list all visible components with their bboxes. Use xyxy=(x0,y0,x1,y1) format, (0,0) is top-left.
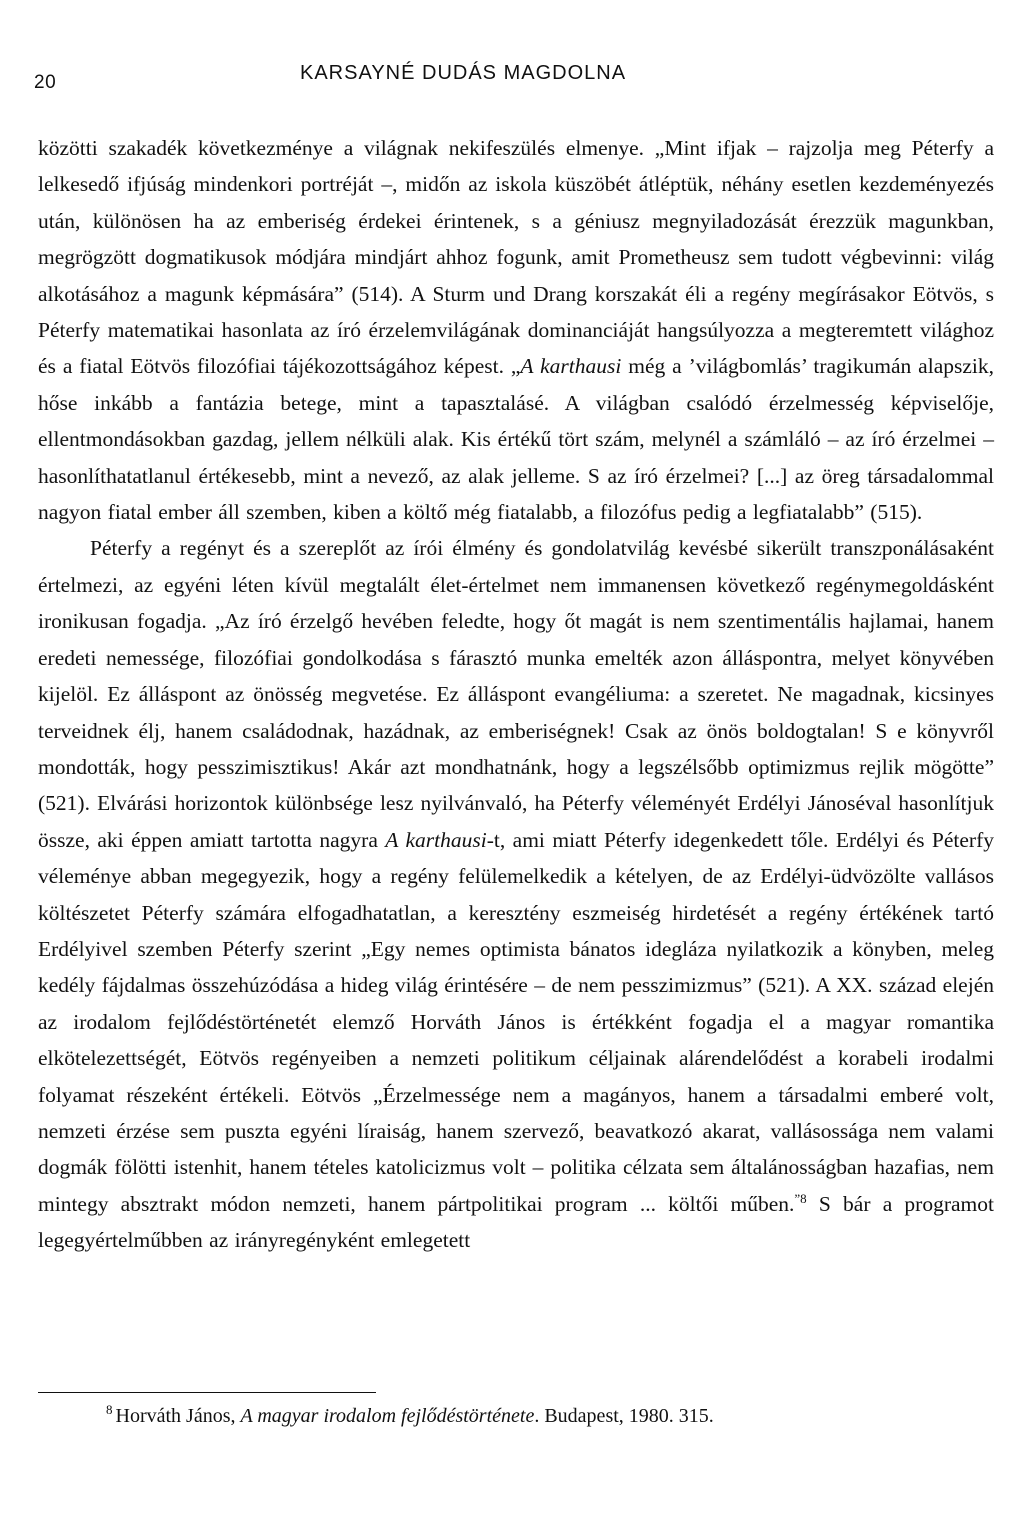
body-text xyxy=(38,130,994,1259)
page-number: 20 xyxy=(34,72,57,93)
footnote-marker: 8 xyxy=(106,1402,113,1418)
footnote-author: Horváth János, xyxy=(115,1405,241,1427)
footnote-title: A magyar irodalom fejlődéstörténete xyxy=(240,1405,535,1427)
work-title-karthausi: A karthausi xyxy=(520,354,622,379)
paragraph-2-text-a: Péterfy a regényt és a szereplőt az írói élmény és gondolatvilág kevésbé sikerült transzponálásaként értelmezi, az egyéni léten kívül megtalált élet-értelmet nem immanensen következő regénymegoldásként ironikusan fogadja. „Az író érzelgő hevében feledte, hogy őt magát is nem szentimentális hajlamai, hanem eredeti nemessége, filozófiai gondolkodása s fárasztó munka emelték azon álláspontra, melyet könyvében kijelöl. Ez álláspont az önösség megvetése. Ez álláspont evangéliuma: a szeretet. Ne magadnak, kicsinyes terveidnek élj, hanem családodnak, hazádnak, az emberiségnek! Csak az önös boldogtalan! S e könyvről mondották, hogy pesszimisztikus! Akár azt mondhatnánk, hogy a legszélsőbb optimizmus rejlik mögötte” (521). Elvárási horizontok különbsége lesz nyilvánvaló, ha Péterfy véleményét Erdélyi Jánoséval hasonlítjuk össze, aki éppen amiatt tartotta nagyra xyxy=(38,536,994,852)
paragraph-1-text-a: közötti szakadék következménye a világnak nekifeszülés elmenye. „Mint ifjak – rajzolja meg Péterfy a lelkesedő ifjúság mindenkori portréját –, midőn az iskola küszöbét átléptük, néhány esetlen kezdeményezés után, különösen ha az emberiség érdekei érintenek, s a géniusz megnyiladozását érezzük magunkban, megrögzött dogmatikusok módjára mindjárt ahhoz fogunk, amit Prometheusz sem tudott végbevinni: világ alkotásához a magunk képmására” (514). A Sturm und Drang korszakát éli a regény megírásakor Eötvös, s Péterfy matematikai hasonlata az író érzelemvilágának dominanciáját hangsúlyozza a megteremtett világhoz és a fiatal Eötvös filozófiai tájékozottságához képest. „ xyxy=(38,136,994,379)
footnote-reference: ”8 xyxy=(794,1190,807,1206)
footnote-divider xyxy=(38,1392,376,1393)
work-title-karthausi-2: A karthausi xyxy=(385,827,487,852)
paragraph-2-text-b: -t, ami miatt Péterfy idegenkedett tőle. Erdélyi és Péterfy véleménye abban megegyezik, hogy a regény felülemelkedik a kételyen, de az Erdélyi-üdvözölte vallásos költészetet Péterfy számára elfogadhatatlan, a keresztény eszmeiség hirdetését a regény értékének tartó Erdélyivel szemben Péterfy szerint „Egy nemes optimista bánatos idegláza nyilatkozik a könyben, meleg kedély fájdalmas összehúzódása a hideg világ érintésére – de nem pesszimizmus” (521). A XX. század elején az irodalom fejlődéstörténetét elemző Horváth János is értékként fogadja el a magyar romantika elkötelezettségét, Eötvös regényeiben a nemzeti politikum céljainak alárendelődést a korabeli irodalmi folyamat részeként értékeli. Eötvös „Érzelmessége nem a magányos, hanem a társadalmi emberé volt, nemzeti érzése sem puszta egyéni líraiság, hanem szervező, beavatkozó akarat, vallásossága nem valami dogmák fölötti istenhit, hanem tételes katolicizmus volt – politika célzata sem általánosságban hazafias, nem mintegy absztrakt módon nemzeti, hanem pártpolitikai program ... költői műben. xyxy=(38,827,994,1216)
footnote-publication: . Budapest, 1980. 315. xyxy=(534,1405,714,1427)
footnote xyxy=(106,1402,986,1430)
paragraph-2 xyxy=(38,530,994,1258)
paragraph-1-text-b: még a ’világbomlás’ tragikumán alapszik, hőse inkább a fantázia betege, mint a tapasztalásé. A világban csalódó érzelmesség képviselője, ellentmondásokban gazdag, jellem nélküli alak. Kis értékű tört szám, melynél a számláló – az író érzelmei – hasonlíthatatlanul értékesebb, mint a nevező, az alak jelleme. S az író érzelmei? [...] az öreg társadalommal nagyon fiatal ember áll szemben, kiben a költő még fiatalabb, a filozófus pedig a legfiatalabb” (515). xyxy=(38,354,995,525)
paragraph-2-text-c: S bár a programot legegyértelműbben az irányregényként emlegetett xyxy=(38,1191,994,1253)
running-head: KARSAYNÉ DUDÁS MAGDOLNA xyxy=(300,62,627,84)
paragraph-1 xyxy=(38,130,994,530)
